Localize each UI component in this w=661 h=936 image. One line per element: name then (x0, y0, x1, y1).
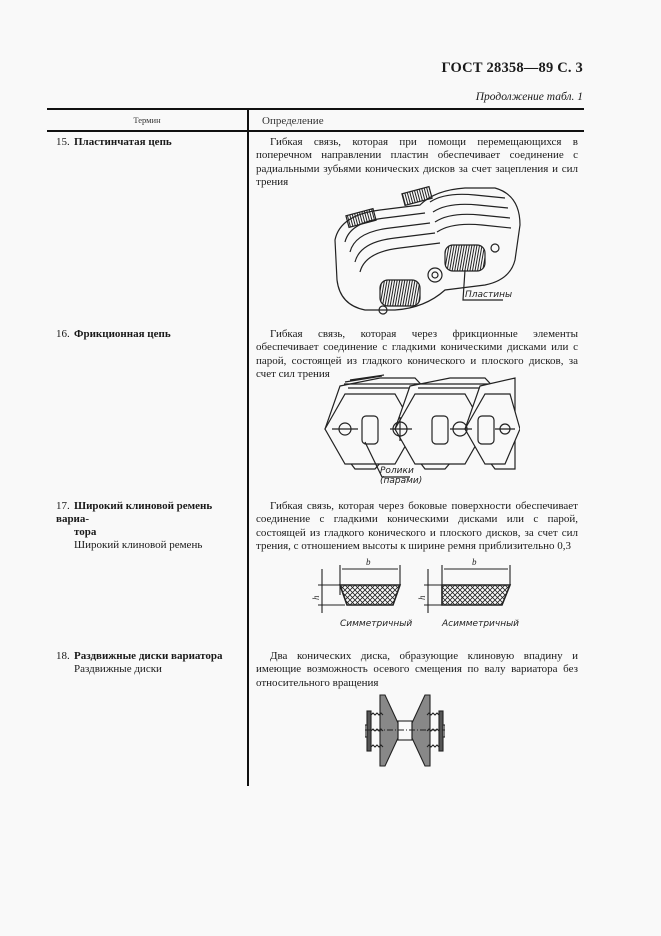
term-number: 16. (56, 328, 70, 340)
column-divider (247, 110, 249, 786)
term-16 (56, 328, 241, 341)
term-number: 18. (56, 650, 70, 662)
definition-16: Гибкая связь, которая через фрикционные элементы обеспечивает соединение с гладкими коническими дисками или с парой, состоящей из гладкого конического и плоского дисков, за счет сил трения (256, 328, 578, 381)
plate-chain-drawing (325, 180, 525, 315)
definition-18: Два конических диска, образующие клиновую впадину и имеющие возможность осевого смещения по валу вариатора без относительного вращения (256, 650, 578, 689)
svg-text:h: h (417, 595, 427, 600)
term-synonym: Раздвижные диски (74, 663, 162, 675)
svg-text:b: b (366, 557, 371, 567)
page-header: ГОСТ 28358—89 С. 3 (441, 60, 583, 76)
term-name: Пластинчатая цепь (74, 136, 172, 148)
table-continuation-note: Продолжение табл. 1 (475, 91, 583, 103)
figure-label: Пластины (465, 290, 513, 300)
term-15 (56, 136, 241, 149)
term-number: 15. (56, 136, 70, 148)
figure-label-asymmetric: Асимметричный (442, 619, 520, 629)
sliding-discs-drawing (365, 693, 445, 768)
term-name: Широкий клиновой ремень вариа- (56, 500, 213, 525)
term-18 (56, 650, 241, 676)
definition-15: Гибкая связь, которая при помощи перемещающихся в поперечном направлении пластин обеспечивает соединение с радиальными зубьями конических дисков за счет зацепления и сил трения (256, 136, 578, 189)
figure-label: Ролики (парами) (380, 466, 423, 486)
column-header-term: Термин (133, 115, 161, 125)
term-name-continuation: тора (74, 526, 97, 538)
svg-text:h: h (311, 595, 321, 600)
definition-17: Гибкая связь, которая через боковые поверхности обеспечивает соединение с гладкими коническими дисками или с парой, состоящей из гладкого конического и плоского дисков, за счет сил трения, с отношением высоты к ширине ремня приблизительно 0,3 (256, 500, 578, 553)
term-name: Раздвижные диски вариатора (74, 650, 223, 662)
column-header-definition: Определение (262, 115, 324, 127)
table-top-rule (47, 108, 584, 110)
term-synonym: Широкий клиновой ремень (74, 539, 203, 551)
figure-label-symmetric: Симметричный (340, 619, 413, 629)
term-name: Фрикционная цепь (74, 328, 171, 340)
table-header-rule (47, 130, 584, 132)
v-belt-sections-drawing (300, 555, 530, 635)
term-number: 17. (56, 500, 70, 512)
term-17 (56, 500, 241, 552)
svg-text:b: b (472, 557, 477, 567)
friction-chain-drawing (320, 374, 520, 489)
